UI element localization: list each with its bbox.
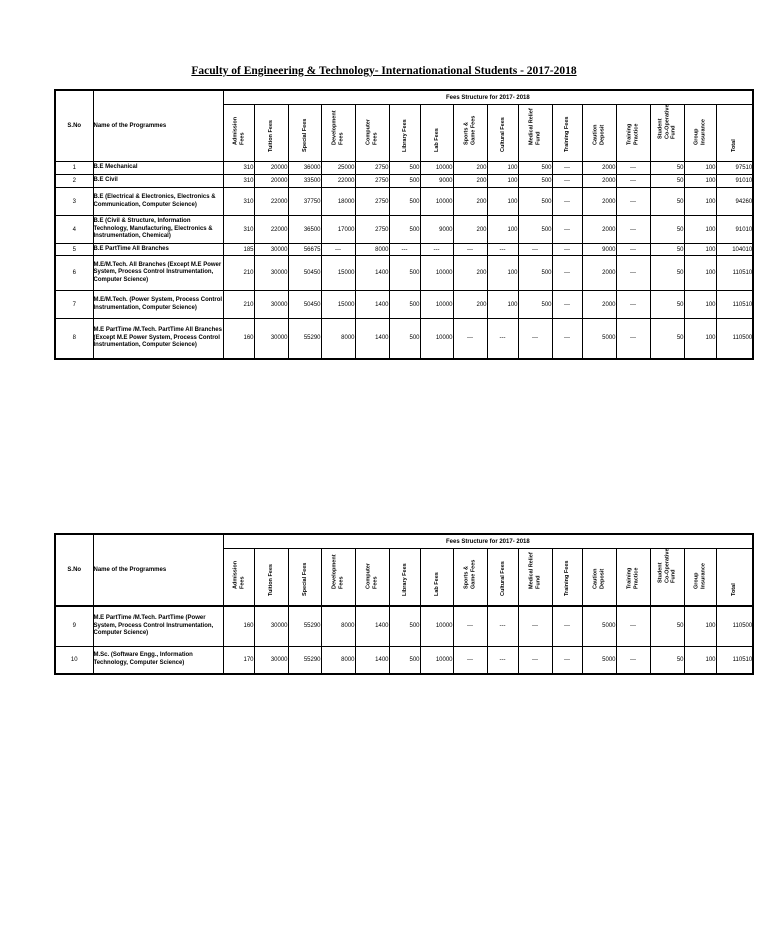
cell-fee: 100	[684, 256, 716, 291]
cell-programme: M.Sc. (Software Engg., Information Technology, Computer Science)	[93, 646, 223, 674]
cell-fee: 50	[650, 188, 684, 216]
cell-fee: 2750	[355, 216, 389, 244]
cell-fee: 20000	[254, 162, 288, 175]
column-header-label: Total	[731, 138, 738, 152]
cell-fee: ---	[518, 319, 552, 359]
header-sno: S.No	[55, 534, 93, 606]
column-header-label: Sports & Game Fees	[463, 559, 476, 589]
cell-fee: 100	[684, 175, 716, 188]
column-header	[223, 105, 254, 162]
cell-fee: 8000	[321, 646, 355, 674]
column-header-label: Computer Fees	[365, 563, 378, 589]
cell-fee: 18000	[321, 188, 355, 216]
cell-fee: 50	[650, 291, 684, 319]
column-header-label: Student Co-Operative Fund	[657, 547, 677, 583]
cell-fee: 9000	[582, 244, 616, 256]
column-header-label: Training Practice	[626, 123, 639, 145]
cell-fee: 500	[389, 188, 420, 216]
column-header	[684, 549, 716, 607]
cell-fee: 200	[453, 162, 487, 175]
cell-fee: ---	[487, 244, 518, 256]
column-header	[518, 549, 552, 607]
cell-fee: ---	[552, 291, 582, 319]
column-header	[321, 549, 355, 607]
cell-fee: 50	[650, 175, 684, 188]
column-header-label: Computer Fees	[365, 119, 378, 145]
cell-fee: 36500	[288, 216, 321, 244]
header-programme: Name of the Programmes	[93, 534, 223, 606]
cell-fee: 210	[223, 291, 254, 319]
column-header-label: Sports & Game Fees	[463, 115, 476, 145]
cell-programme: M.E PartTime /M.Tech. PartTime (Power System, Process Control Instrumentation, Computer Science)	[93, 606, 223, 646]
cell-fee: 10000	[420, 291, 453, 319]
column-header	[487, 105, 518, 162]
cell-fee: 100	[487, 175, 518, 188]
column-header-label: Library Fees	[401, 562, 408, 596]
cell-fee: 210	[223, 256, 254, 291]
cell-fee: 30000	[254, 606, 288, 646]
table-row	[55, 256, 753, 291]
cell-sno: 9	[55, 606, 93, 646]
cell-programme: M.E PartTime /M.Tech. PartTime All Branches (Except M.E Power System, Process Control Instrumentation, Computer Science)	[93, 319, 223, 359]
cell-programme: M.E/M.Tech. (Power System, Process Control Instrumentation, Computer Science)	[93, 291, 223, 319]
cell-fee: ---	[616, 291, 650, 319]
cell-fee: 100	[684, 291, 716, 319]
cell-fee: ---	[518, 646, 552, 674]
header-fees-structure: Fees Structure for 2017- 2018	[223, 90, 753, 105]
cell-fee: 50	[650, 216, 684, 244]
column-header	[254, 549, 288, 607]
cell-fee: 10000	[420, 606, 453, 646]
cell-sno: 1	[55, 162, 93, 175]
cell-fee: 17000	[321, 216, 355, 244]
cell-fee: ---	[616, 319, 650, 359]
cell-total: 110510	[716, 646, 753, 674]
column-header-label: Medical Relief Fund	[528, 552, 541, 589]
cell-fee: 100	[684, 162, 716, 175]
cell-fee: ---	[616, 188, 650, 216]
cell-fee: ---	[453, 319, 487, 359]
column-header	[582, 549, 616, 607]
cell-fee: 50450	[288, 291, 321, 319]
table-row	[55, 175, 753, 188]
cell-total: 110510	[716, 256, 753, 291]
cell-fee: 500	[389, 175, 420, 188]
cell-fee: 50	[650, 244, 684, 256]
cell-fee: 100	[684, 216, 716, 244]
cell-fee: ---	[552, 256, 582, 291]
cell-fee: 10000	[420, 319, 453, 359]
column-header-label: Tuition Fees	[267, 119, 274, 152]
table-row	[55, 319, 753, 359]
column-header-label: Total	[731, 582, 738, 596]
cell-fee: 2750	[355, 162, 389, 175]
cell-sno: 7	[55, 291, 93, 319]
table-row	[55, 646, 753, 674]
column-header	[716, 105, 753, 162]
cell-sno: 8	[55, 319, 93, 359]
cell-fee: 500	[518, 162, 552, 175]
cell-fee: 1400	[355, 606, 389, 646]
column-header-label: Training Practice	[626, 567, 639, 589]
column-header	[650, 105, 684, 162]
column-header	[420, 549, 453, 607]
column-header	[288, 105, 321, 162]
cell-fee: 8000	[355, 244, 389, 256]
cell-programme: B.E Civil	[93, 175, 223, 188]
table-row	[55, 188, 753, 216]
cell-fee: 500	[518, 291, 552, 319]
cell-fee: 10000	[420, 188, 453, 216]
column-header-label: Admission Fees	[232, 560, 245, 589]
table-row	[55, 244, 753, 256]
cell-fee: ---	[389, 244, 420, 256]
cell-fee: ---	[616, 256, 650, 291]
table-row	[55, 291, 753, 319]
cell-programme: B.E (Civil & Structure, Information Technology, Manufacturing, Electronics & Instrumentation, Chemical)	[93, 216, 223, 244]
cell-total: 91010	[716, 175, 753, 188]
column-header-label: Admission Fees	[232, 116, 245, 145]
column-header	[716, 549, 753, 607]
cell-fee: 100	[487, 162, 518, 175]
cell-fee: ---	[616, 175, 650, 188]
cell-fee: 2750	[355, 175, 389, 188]
table-row	[55, 606, 753, 646]
cell-sno: 6	[55, 256, 93, 291]
cell-fee: 9000	[420, 216, 453, 244]
cell-fee: ---	[616, 244, 650, 256]
cell-sno: 2	[55, 175, 93, 188]
cell-fee: 100	[487, 216, 518, 244]
column-header-label: Lab Fees	[433, 127, 440, 152]
cell-fee: 30000	[254, 244, 288, 256]
column-header	[487, 549, 518, 607]
column-header-label: Caution Deposit	[592, 124, 605, 145]
cell-fee: ---	[552, 319, 582, 359]
cell-fee: 50	[650, 319, 684, 359]
column-header-label: Student Co-Operative Fund	[657, 103, 677, 139]
cell-fee: 310	[223, 188, 254, 216]
cell-fee: ---	[552, 175, 582, 188]
cell-fee: 56675	[288, 244, 321, 256]
cell-fee: 2000	[582, 162, 616, 175]
cell-fee: ---	[552, 646, 582, 674]
column-header	[223, 549, 254, 607]
cell-fee: 500	[518, 188, 552, 216]
cell-fee: 310	[223, 216, 254, 244]
column-header	[321, 105, 355, 162]
cell-fee: 500	[518, 256, 552, 291]
column-header-label: Tuition Fees	[267, 563, 274, 596]
column-header	[552, 105, 582, 162]
cell-fee: 100	[684, 606, 716, 646]
cell-fee: ---	[616, 162, 650, 175]
column-header	[616, 549, 650, 607]
cell-fee: 22000	[321, 175, 355, 188]
column-header	[650, 549, 684, 607]
cell-fee: 1400	[355, 646, 389, 674]
cell-fee: 30000	[254, 646, 288, 674]
cell-programme: B.E PartTime All Branches	[93, 244, 223, 256]
cell-total: 110500	[716, 319, 753, 359]
cell-fee: 50	[650, 646, 684, 674]
cell-fee: 50	[650, 162, 684, 175]
cell-fee: 10000	[420, 162, 453, 175]
cell-fee: 5000	[582, 319, 616, 359]
column-header-label: Training Fees	[563, 116, 570, 152]
cell-fee: 500	[389, 319, 420, 359]
cell-fee: ---	[487, 606, 518, 646]
column-header-label: Lab Fees	[433, 571, 440, 596]
column-header-label: Special Fees	[301, 118, 308, 152]
cell-fee: ---	[552, 216, 582, 244]
cell-fee: 2000	[582, 216, 616, 244]
cell-fee: 310	[223, 162, 254, 175]
cell-programme: M.E/M.Tech. All Branches (Except M.E Power System, Process Control Instrumentation, Computer Science)	[93, 256, 223, 291]
cell-fee: 50450	[288, 256, 321, 291]
cell-fee: 1400	[355, 319, 389, 359]
cell-fee: ---	[487, 319, 518, 359]
fees-table-2	[54, 533, 754, 675]
cell-fee: 37750	[288, 188, 321, 216]
cell-fee: ---	[453, 606, 487, 646]
cell-fee: 25000	[321, 162, 355, 175]
column-header	[288, 549, 321, 607]
cell-total: 91010	[716, 216, 753, 244]
cell-fee: 310	[223, 175, 254, 188]
cell-total: 110510	[716, 291, 753, 319]
cell-sno: 5	[55, 244, 93, 256]
cell-fee: 10000	[420, 646, 453, 674]
cell-fee: 100	[487, 291, 518, 319]
cell-fee: 5000	[582, 646, 616, 674]
cell-sno: 3	[55, 188, 93, 216]
cell-fee: 100	[684, 319, 716, 359]
cell-sno: 10	[55, 646, 93, 674]
column-header	[389, 105, 420, 162]
cell-fee: 8000	[321, 319, 355, 359]
column-header	[453, 549, 487, 607]
cell-fee: 50	[650, 606, 684, 646]
cell-fee: 50	[650, 256, 684, 291]
cell-fee: 2000	[582, 256, 616, 291]
cell-fee: 500	[389, 162, 420, 175]
cell-fee: ---	[321, 244, 355, 256]
cell-fee: 200	[453, 256, 487, 291]
cell-programme: B.E Mechanical	[93, 162, 223, 175]
cell-fee: ---	[453, 244, 487, 256]
cell-fee: 36000	[288, 162, 321, 175]
page-title: Faculty of Engineering & Technology- Internationational Students - 2017-2018	[191, 65, 577, 77]
column-header	[582, 105, 616, 162]
column-header	[254, 105, 288, 162]
cell-fee: 5000	[582, 606, 616, 646]
column-header-label: Group Insurance	[693, 119, 706, 145]
column-header	[355, 549, 389, 607]
column-header	[552, 549, 582, 607]
cell-fee: 2750	[355, 188, 389, 216]
cell-fee: 185	[223, 244, 254, 256]
header-fees-structure: Fees Structure for 2017- 2018	[223, 534, 753, 549]
cell-fee: 500	[518, 216, 552, 244]
column-header	[616, 105, 650, 162]
cell-fee: ---	[616, 646, 650, 674]
cell-fee: 200	[453, 291, 487, 319]
cell-total: 104010	[716, 244, 753, 256]
cell-programme: B.E (Electrical & Electronics, Electronics & Communication, Computer Science)	[93, 188, 223, 216]
column-header-label: Library Fees	[401, 118, 408, 152]
cell-fee: 8000	[321, 606, 355, 646]
cell-fee: 10000	[420, 256, 453, 291]
cell-fee: 22000	[254, 216, 288, 244]
column-header	[420, 105, 453, 162]
column-header-label: Caution Deposit	[592, 568, 605, 589]
column-header-label: Training Fees	[563, 560, 570, 596]
cell-fee: ---	[552, 606, 582, 646]
cell-fee: 33500	[288, 175, 321, 188]
cell-fee: 2000	[582, 291, 616, 319]
cell-fee: 100	[684, 188, 716, 216]
cell-fee: 500	[389, 256, 420, 291]
cell-fee: 500	[389, 606, 420, 646]
cell-fee: 500	[518, 175, 552, 188]
column-header-label: Special Fees	[301, 562, 308, 596]
cell-fee: 55290	[288, 646, 321, 674]
cell-fee: 200	[453, 188, 487, 216]
cell-fee: 30000	[254, 256, 288, 291]
cell-fee: ---	[487, 646, 518, 674]
cell-fee: 100	[487, 188, 518, 216]
cell-fee: 2000	[582, 188, 616, 216]
cell-fee: 200	[453, 216, 487, 244]
header-sno: S.No	[55, 90, 93, 162]
cell-total: 110500	[716, 606, 753, 646]
column-header	[389, 549, 420, 607]
header-programme: Name of the Programmes	[93, 90, 223, 162]
cell-fee: 30000	[254, 319, 288, 359]
cell-fee: ---	[420, 244, 453, 256]
cell-fee: 500	[389, 291, 420, 319]
cell-fee: 500	[389, 646, 420, 674]
column-header-label: Cultural Fees	[499, 560, 506, 596]
cell-fee: ---	[518, 244, 552, 256]
cell-fee: 22000	[254, 188, 288, 216]
column-header-label: Development Fees	[331, 110, 344, 145]
column-header	[453, 105, 487, 162]
cell-sno: 4	[55, 216, 93, 244]
cell-fee: 1400	[355, 256, 389, 291]
cell-fee: 20000	[254, 175, 288, 188]
cell-fee: 170	[223, 646, 254, 674]
cell-total: 97510	[716, 162, 753, 175]
cell-fee: 100	[487, 256, 518, 291]
column-header	[684, 105, 716, 162]
cell-fee: 30000	[254, 291, 288, 319]
cell-fee: 500	[389, 216, 420, 244]
cell-fee: ---	[552, 188, 582, 216]
column-header-label: Cultural Fees	[499, 116, 506, 152]
cell-fee: ---	[552, 162, 582, 175]
cell-fee: ---	[616, 216, 650, 244]
cell-fee: 55290	[288, 606, 321, 646]
column-header	[355, 105, 389, 162]
cell-fee: 160	[223, 319, 254, 359]
table-row	[55, 162, 753, 175]
cell-fee: ---	[616, 606, 650, 646]
cell-fee: 15000	[321, 291, 355, 319]
cell-fee: ---	[453, 646, 487, 674]
cell-fee: 200	[453, 175, 487, 188]
cell-fee: 55290	[288, 319, 321, 359]
cell-fee: 1400	[355, 291, 389, 319]
column-header-label: Group Insurance	[693, 563, 706, 589]
cell-fee: 100	[684, 244, 716, 256]
column-header-label: Medical Relief Fund	[528, 108, 541, 145]
cell-fee: ---	[518, 606, 552, 646]
cell-fee: 160	[223, 606, 254, 646]
cell-fee: 9000	[420, 175, 453, 188]
table-row	[55, 216, 753, 244]
column-header-label: Development Fees	[331, 554, 344, 589]
cell-fee: 15000	[321, 256, 355, 291]
cell-fee: 2000	[582, 175, 616, 188]
column-header	[518, 105, 552, 162]
fees-table-1	[54, 89, 754, 360]
cell-fee: 100	[684, 646, 716, 674]
cell-fee: ---	[552, 244, 582, 256]
cell-total: 94260	[716, 188, 753, 216]
